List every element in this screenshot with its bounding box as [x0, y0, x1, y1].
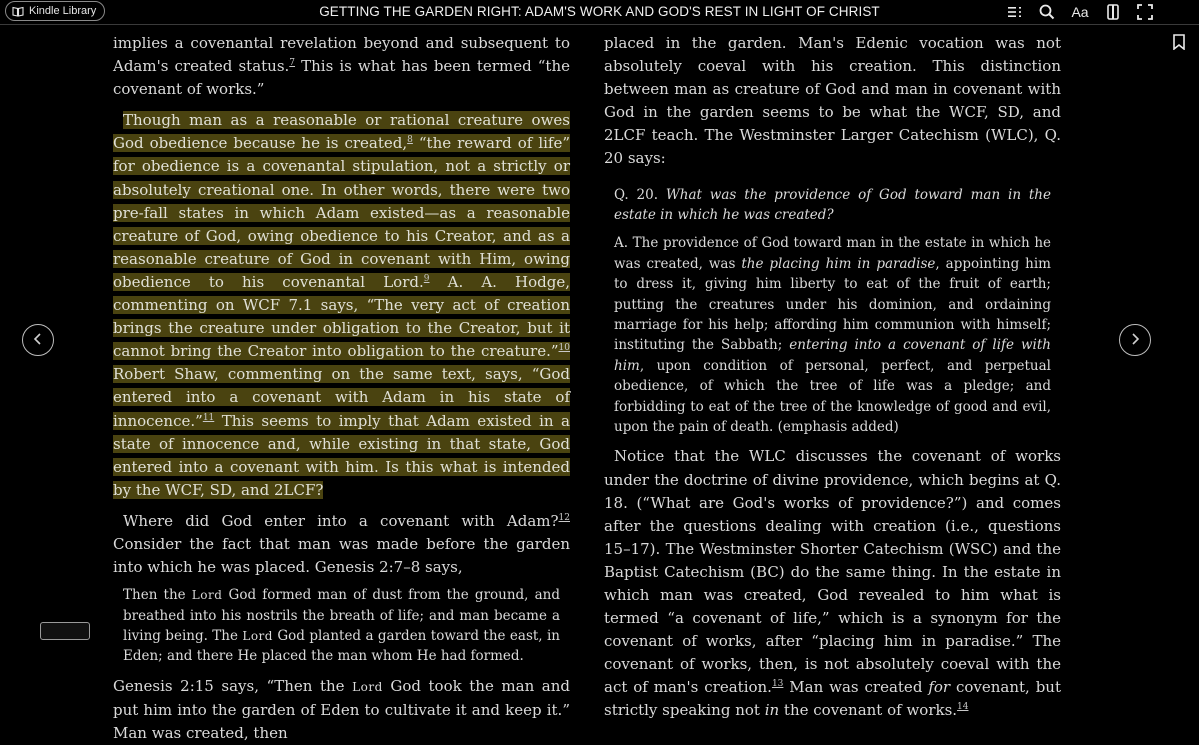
- catechism-question: Q. 20. What was the providence of God toward man in the estate in which he was created?: [614, 186, 1051, 223]
- previous-page-button[interactable]: [22, 324, 54, 356]
- right-page: [604, 32, 1061, 723]
- footnote-link[interactable]: 8: [407, 135, 413, 146]
- bookmark-icon[interactable]: [1173, 34, 1185, 54]
- footnote-link[interactable]: 12: [558, 512, 570, 523]
- left-page: [113, 32, 570, 745]
- search-icon[interactable]: [1037, 2, 1057, 22]
- paragraph: Where did God enter into a covenant with Adam?$^{12}$ Consider the fact that man was made before the garden into which he was placed. Genesis 2:7–8 says,: [113, 511, 570, 577]
- single-page-layout-icon[interactable]: [1103, 2, 1123, 22]
- page-scrubber-handle[interactable]: [40, 622, 90, 640]
- reader-toolbar: [0, 0, 1199, 25]
- footnote-link[interactable]: 13: [771, 679, 784, 690]
- open-book-icon: [12, 6, 24, 17]
- footnote-link[interactable]: 10: [558, 343, 570, 354]
- paragraph: Genesis 2:15 says, “Then the Lord God took the man and put him into the garden of Eden to cultivate it and keep it.” Man was created, then: [113, 676, 570, 742]
- next-page-button[interactable]: [1119, 324, 1151, 356]
- chevron-left-icon: [33, 331, 43, 350]
- book-title: GETTING THE GARDEN RIGHT: ADAM'S WORK AND GOD'S REST IN LIGHT OF CHRIST: [319, 4, 880, 19]
- table-of-contents-icon[interactable]: [1005, 2, 1025, 22]
- footnote-link[interactable]: 7: [289, 58, 296, 69]
- toolbar-actions: [1005, 2, 1155, 22]
- paragraph: Notice that the WLC discusses the covenant of works under the doctrine of divine providence, which begins at Q. 18. (“What are God's works of providence?”) and comes after the questions dealing with creation (i.e., questions 15–17). The Westminster Shorter Catechism (WSC) and the Baptist Catechism (BC) do the same thing. In the estate in which man was created, God revealed to him what is termed “a covenant of life,” which is a synonym for the covenant of works, after “placing him in paradise.” The covenant of works, then, is not absolutely coeval with the act of man's creation.$^{13}$ Man was created for covenant, but strictly speaking not in the covenant of works.$^{14}$: [604, 447, 1061, 720]
- paragraph: implies a covenantal revelation beyond and subsequent to Adam's created status.$^7$ This is what has been termed “the covenant of works.”: [113, 34, 570, 99]
- highlight[interactable]: Though man as a reasonable or rational creature owes God obedience because he is created,$^8$ “the reward of life” for obedience is a covenantal stipulation, not a strictly or absolutely creational one. In other words, there were two pre-fall states in which Adam existed—as a reasonable creature of God, owing obedience to his Creator, and as a reasonable creature of God in covenant with Him, owing obedience to his covenantal Lord.$^9$ A. A. Hodge, commenting on WCF 7.1 says, “The very act of creation brings the creature under obligation to the Creator, but it cannot bring the Creator into obligation to the creature.”$^{10}$ Robert Shaw, commenting on the same text, says, “God entered into a covenant with Adam in his state of innocence.”$^{11}$ This seems to imply that Adam existed in a state of innocence and, while existing in that state, God entered into a covenant with him. Is this what is intended by the WCF, SD, and 2LCF?: [113, 111, 571, 499]
- paragraph: placed in the garden. Man's Edenic vocation was not absolutely coeval with his creation. This distinction between man as creature of God and man in covenant with God in the garden seems to be what the WCF, SD, and 2LCF teach. The Westminster Larger Catechism (WLC), Q. 20 says:: [604, 34, 1061, 168]
- fullscreen-icon[interactable]: [1135, 2, 1155, 22]
- catechism-answer: A. The providence of God toward man in the estate in which he was created, was the placing him in paradise, appointing him to dress it, giving him liberty to eat of the fruit of earth; putting the creatures under his dominion, and ordaining marriage for his help; affording him communion with himself; instituting the Sabbath; entering into a covenant of life with him, upon condition of personal, perfect, and perpetual obedience, of which the tree of life was a pledge; and forbidding to eat of the tree of the knowledge of good and evil, upon the pain of death. (emphasis added): [614, 235, 1051, 436]
- chevron-right-icon: [1130, 331, 1140, 350]
- footnote-link[interactable]: 14: [957, 702, 969, 713]
- font-settings-button[interactable]: Aa: [1071, 4, 1089, 20]
- block-quote: Then the Lord God formed man of dust from the ground, and breathed into his nostrils the breath of life; and man became a living being. The Lord God planted a garden toward the east, in Eden; and there He placed the man whom He had formed.: [123, 587, 560, 665]
- footnote-link[interactable]: 11: [202, 412, 215, 423]
- highlighted-paragraph: [113, 109, 570, 502]
- kindle-library-label: Kindle Library: [29, 5, 97, 17]
- kindle-library-button[interactable]: [5, 1, 105, 21]
- footnote-link[interactable]: 9: [423, 273, 430, 284]
